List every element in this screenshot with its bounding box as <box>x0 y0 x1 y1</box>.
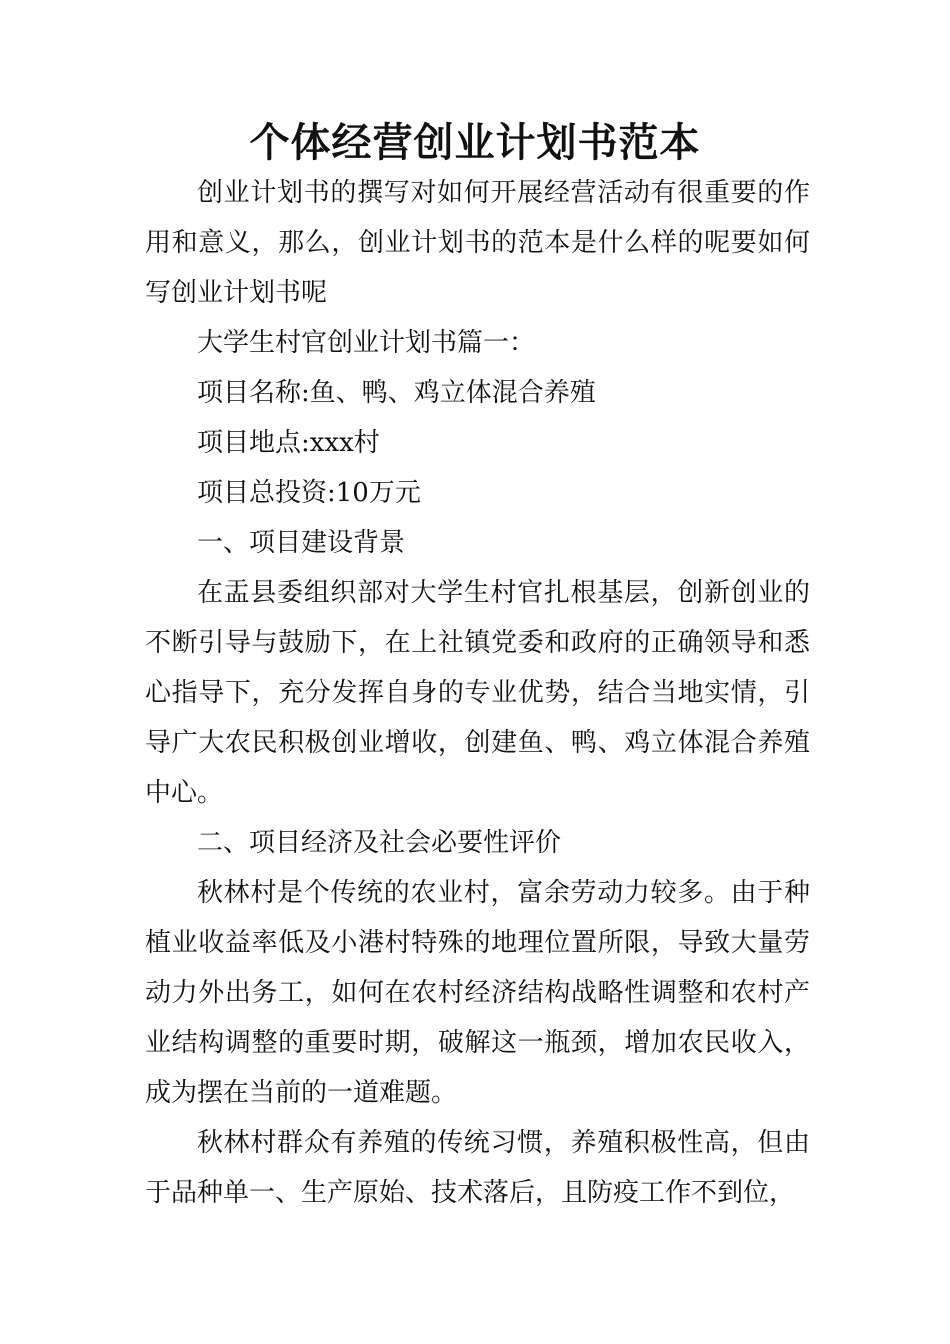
paragraph-heading-evaluation: 二、项目经济及社会必要性评价 <box>197 828 562 858</box>
document-title: 个体经营创业计划书范本 <box>249 119 701 166</box>
paragraph-evaluation-1: 秋林村是个传统的农业村，富余劳动力较多。由于种植业收益率低及小港村特殊的地理位置所限，导致大量劳动力外出务工，如何在农村经济结构战略性调整和农村产业结构调整的重要时期，破解这一瓶颈，增加农民收入，成为摆在当前的一道难题。 <box>145 878 810 1108</box>
document-body <box>145 168 810 1218</box>
paragraph-project-location: 项目地点:xxx村 <box>197 428 380 458</box>
paragraph-project-name: 项目名称:鱼、鸭、鸡立体混合养殖 <box>197 378 596 408</box>
paragraph-project-investment: 项目总投资:10万元 <box>197 478 421 508</box>
paragraph-intro: 创业计划书的撰写对如何开展经营活动有很重要的作用和意义，那么，创业计划书的范本是什么样的呢要如何写创业计划书呢 <box>145 178 810 308</box>
paragraph-heading-background: 一、项目建设背景 <box>197 528 406 558</box>
paragraph-background: 在盂县委组织部对大学生村官扎根基层，创新创业的不断引导与鼓励下，在上社镇党委和政府的正确领导和悉心指导下，充分发挥自身的专业优势，结合当地实情，引导广大农民积极创业增收，创建鱼、鸭、鸡立体混合养殖中心。 <box>145 578 810 808</box>
paragraph-evaluation-2: 秋林村群众有养殖的传统习惯，养殖积极性高，但由于品种单一、生产原始、技术落后，且防疫工作不到位， <box>145 1128 810 1208</box>
paragraph-section-heading: 大学生村官创业计划书篇一： <box>197 328 536 358</box>
